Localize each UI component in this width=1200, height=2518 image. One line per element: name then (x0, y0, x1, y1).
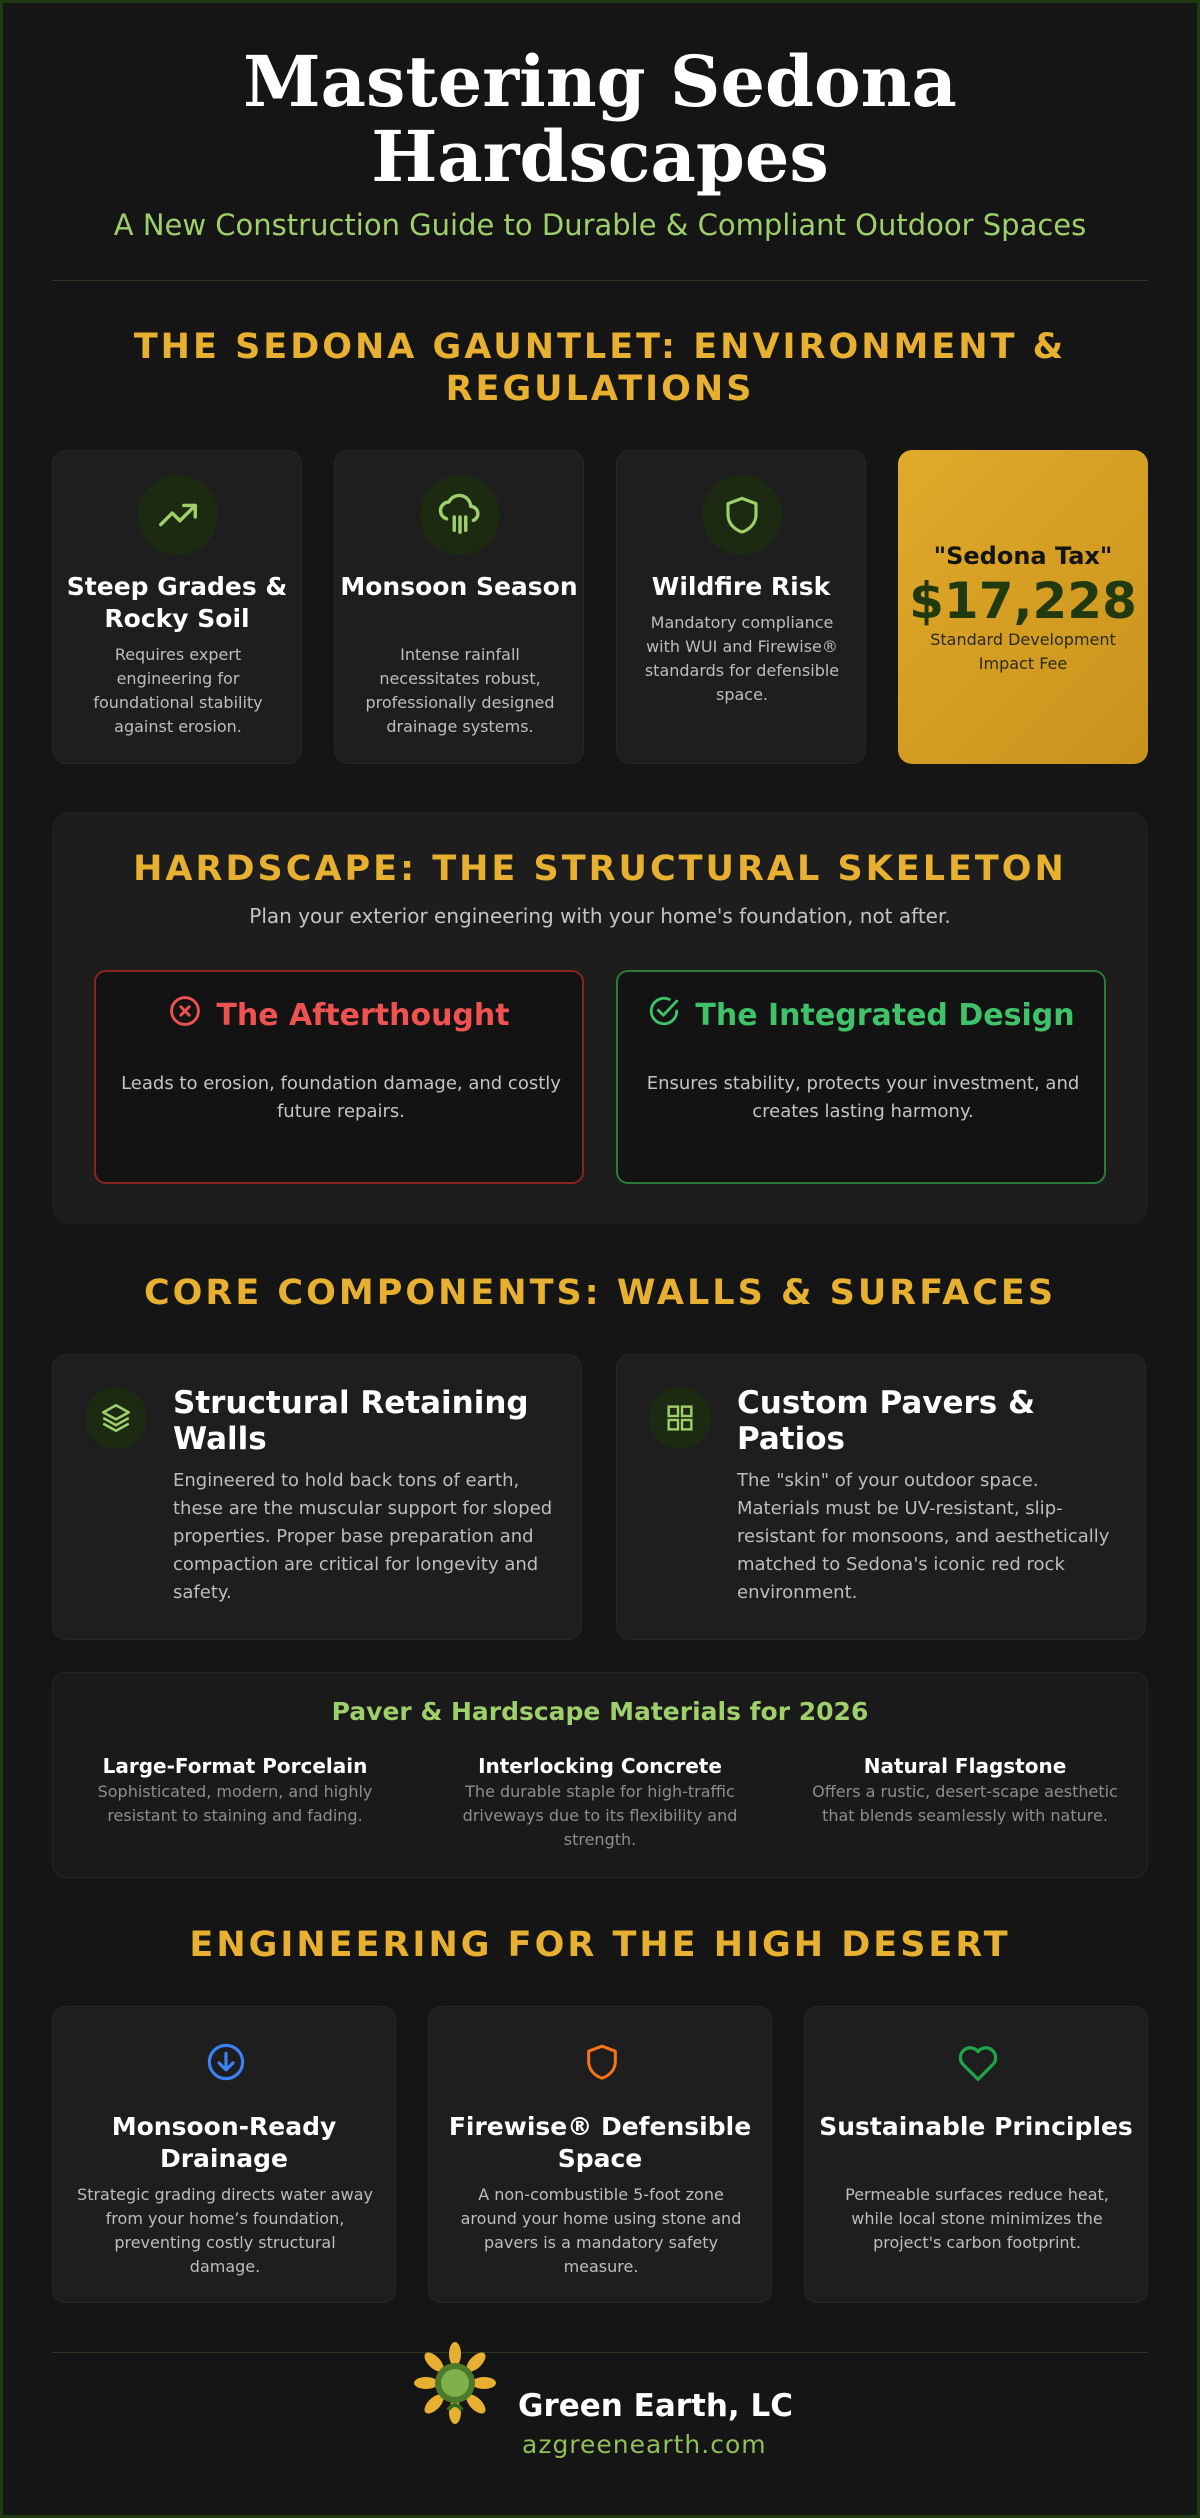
material-porcelain (70, 1752, 400, 1828)
tax-label: "Sedona Tax" (933, 542, 1113, 570)
section-title-gauntlet: THE SEDONA GAUNTLET: ENVIRONMENT & REGULATIONS (133, 327, 1067, 409)
material-name: Natural Flagstone (863, 1754, 1067, 1778)
integrated-design-card (616, 970, 1106, 1184)
material-description: Offers a rustic, desert-scape aesthetic that blends seamlessly with nature. (812, 1782, 1118, 1825)
divider (52, 2352, 1148, 2353)
material-flagstone (800, 1752, 1130, 1828)
section-title-components: CORE COMPONENTS: WALLS & SURFACES (143, 1273, 1057, 1313)
gauntlet-card-wildfire (616, 450, 866, 764)
engineering-card-sustainable (804, 2006, 1148, 2303)
materials-title: Paver & Hardscape Materials for 2026 (331, 1697, 869, 1726)
material-name: Interlocking Concrete (478, 1754, 722, 1778)
material-description: Sophisticated, modern, and highly resistant to staining and fading. (97, 1782, 373, 1825)
card-title: Wildfire Risk (651, 572, 831, 601)
card-title: Sustainable Principles (819, 2112, 1133, 2141)
section-title-engineering: ENGINEERING FOR THE HIGH DESERT (189, 1925, 1011, 1965)
material-name: Large-Format Porcelain (102, 1754, 368, 1778)
section-title-skeleton: HARDSCAPE: THE STRUCTURAL SKELETON (133, 849, 1067, 889)
card-title: Monsoon Season (340, 572, 578, 601)
skeleton-panel (52, 812, 1148, 1224)
integrated-design-description: Ensures stability, protects your investment, and creates lasting harmony. (646, 1073, 1080, 1122)
card-title: Firewise® Defensible Space (448, 2112, 752, 2173)
component-card-pavers (616, 1354, 1146, 1640)
component-description: Engineered to hold back tons of earth, these are the muscular support for sloped properties. Proper base preparation and compaction are critical for longevity and safety. (173, 1470, 553, 1603)
heart-icon (955, 2043, 1001, 2087)
x-circle-icon (168, 994, 202, 1036)
tax-note: Standard Development Impact Fee (930, 630, 1116, 673)
check-circle-icon (647, 994, 681, 1036)
component-title: Structural Retaining Walls (173, 1385, 529, 1457)
divider (52, 280, 1148, 281)
card-description: Permeable surfaces reduce heat, while local stone minimizes the project's carbon footprint. (845, 2185, 1109, 2252)
shield-icon (702, 475, 782, 555)
card-description: Intense rainfall necessitates robust, professionally designed drainage systems. (365, 645, 555, 736)
card-description: Mandatory compliance with WUI and Firewise® standards for defensible space. (644, 613, 840, 704)
afterthought-description: Leads to erosion, foundation damage, and costly future repairs. (121, 1073, 561, 1122)
engineering-card-firewise (428, 2006, 772, 2303)
tax-value: $17,228 (909, 572, 1137, 630)
afterthought-title: The Afterthought (216, 997, 510, 1033)
gauntlet-card-grades (52, 450, 302, 764)
material-description: The durable staple for high-traffic driveways due to its flexibility and strength. (462, 1782, 738, 1849)
component-title: Custom Pavers & Patios (737, 1385, 1036, 1457)
card-description: Requires expert engineering for foundational stability against erosion. (93, 645, 263, 736)
integrated-design-title: The Integrated Design (695, 997, 1075, 1033)
component-description: The "skin" of your outdoor space. Materials must be UV-resistant, slip-resistant for monsoons, and aesthetically matched to Sedona's iconic red rock environment. (737, 1470, 1110, 1603)
card-title: Steep Grades & Rocky Soil (66, 572, 288, 633)
green-earth-logo (412, 2340, 498, 2426)
shield-icon (582, 2041, 622, 2087)
component-card-retaining-walls (52, 1354, 582, 1640)
gauntlet-card-monsoon (334, 450, 584, 764)
material-concrete (435, 1752, 765, 1852)
skeleton-subtitle: Plan your exterior engineering with your home's foundation, not after. (249, 904, 951, 928)
afterthought-card (94, 970, 584, 1184)
page-title: Mastering Sedona Hardscapes (243, 40, 957, 198)
trending-up-icon (138, 475, 218, 555)
footer-brand: Green Earth, LC (518, 2388, 793, 2424)
grid-icon (649, 1387, 711, 1449)
card-title: Monsoon-Ready Drainage (111, 2112, 337, 2173)
arrow-down-circle-icon (205, 2041, 247, 2087)
rain-cloud-icon (420, 475, 500, 555)
card-description: Strategic grading directs water away from your home’s foundation, preventing costly structural damage. (77, 2185, 373, 2276)
footer-url-link[interactable]: azgreenearth.com (522, 2430, 767, 2459)
page-subtitle: A New Construction Guide to Durable & Compliant Outdoor Spaces (113, 208, 1087, 242)
layers-icon (85, 1387, 147, 1449)
sedona-tax-card (898, 450, 1148, 764)
engineering-card-drainage (52, 2006, 396, 2303)
card-description: A non-combustible 5-foot zone around your home using stone and pavers is a mandatory safety measure. (460, 2185, 742, 2276)
